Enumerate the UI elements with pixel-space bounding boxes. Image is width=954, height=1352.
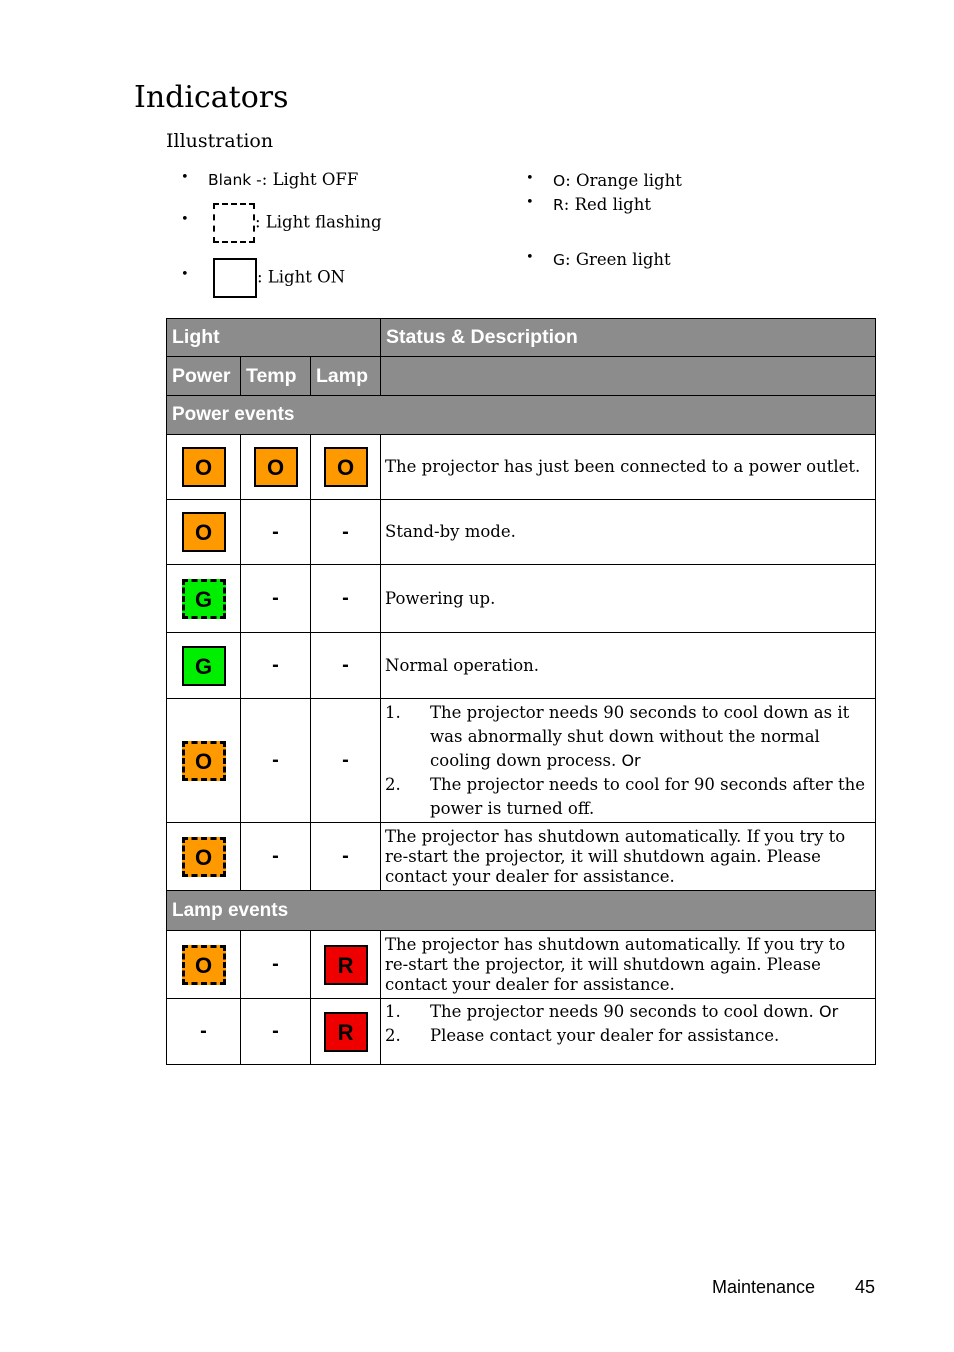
legend-red-desc: : Red light — [563, 195, 651, 214]
legend-blank — [181, 170, 359, 189]
legend-flash-desc: : Light flashing — [255, 212, 382, 232]
item-text: Please contact your dealer for assistance. — [430, 1026, 780, 1045]
bullet-icon: • — [181, 170, 189, 185]
orange-led-icon: O — [182, 447, 226, 487]
legend-on-desc: : Light ON — [257, 267, 346, 287]
list-item — [385, 701, 869, 773]
orange-flashing-led-icon: O — [182, 837, 226, 877]
item-number: 1. — [385, 702, 401, 722]
item-text: The projector needs 90 seconds to cool down. — [430, 1002, 814, 1021]
bullet-icon: • — [526, 250, 534, 265]
col-temp: Temp — [241, 357, 311, 396]
list-item — [385, 773, 869, 821]
col-status-empty — [381, 357, 876, 396]
row-description — [381, 699, 876, 823]
off-dash: - — [200, 1020, 207, 1042]
row-description: Normal operation. — [381, 633, 876, 699]
solid-box-icon — [213, 258, 257, 298]
item-number: 2. — [385, 774, 401, 794]
off-dash: - — [342, 587, 349, 609]
section-power-events: Power events — [167, 396, 876, 435]
table-row — [167, 435, 876, 500]
red-led-icon: R — [324, 1012, 368, 1052]
indicator-table — [166, 318, 876, 1065]
legend-green-desc: : Green light — [565, 250, 671, 269]
legend-orange — [526, 171, 682, 190]
section-subtitle: Illustration — [166, 130, 274, 152]
off-dash: - — [342, 749, 349, 771]
legend-on — [181, 258, 346, 298]
orange-flashing-led-icon: O — [182, 945, 226, 985]
row-description: Powering up. — [381, 565, 876, 633]
table-row — [167, 633, 876, 699]
header-status: Status & Description — [381, 319, 876, 357]
item-number: 2. — [385, 1026, 401, 1045]
orange-led-icon: O — [182, 512, 226, 552]
flashing-box-icon — [213, 203, 255, 243]
green-led-icon: G — [182, 646, 226, 686]
bullet-icon: • — [181, 267, 189, 282]
col-lamp: Lamp — [311, 357, 381, 396]
or-text: Or — [621, 750, 641, 770]
row-description — [381, 999, 876, 1065]
off-dash: - — [342, 520, 349, 543]
red-led-icon: R — [324, 945, 368, 985]
row-description: The projector has shutdown automatically. If you try to re-start the projector, it will shutdown again. Please contact your dealer for assistance. — [381, 931, 876, 999]
orange-led-icon: O — [254, 447, 298, 487]
legend-blank-desc: : Light OFF — [261, 170, 359, 189]
section-lamp-events: Lamp events — [167, 891, 876, 931]
item-text: The projector needs 90 seconds to cool down as it was abnormally shut down without the normal cooling down process. — [430, 702, 850, 770]
item-number: 1. — [385, 1002, 401, 1021]
legend-red-key: R — [553, 196, 564, 214]
table-row — [167, 500, 876, 565]
legend-flash — [181, 203, 382, 243]
table-row — [167, 565, 876, 633]
row-description: The projector has just been connected to a power outlet. — [381, 435, 876, 500]
header-light: Light — [167, 319, 381, 357]
bullet-icon: • — [526, 195, 534, 210]
table-row — [167, 999, 876, 1065]
legend-orange-desc: : Orange light — [565, 171, 682, 190]
off-dash: - — [272, 520, 279, 543]
legend-green-key: G — [553, 251, 566, 269]
legend-orange-key: O — [553, 172, 566, 190]
legend-green — [526, 250, 671, 269]
or-text: Or — [819, 1002, 839, 1021]
table-row — [167, 931, 876, 999]
table-row — [167, 699, 876, 823]
bullet-icon: • — [526, 171, 534, 186]
off-dash: - — [272, 1020, 279, 1042]
bullet-icon: • — [181, 212, 189, 227]
orange-flashing-led-icon: O — [182, 741, 226, 781]
off-dash: - — [272, 749, 279, 771]
off-dash: - — [342, 845, 349, 867]
list-item — [385, 1024, 869, 1048]
table-row — [167, 823, 876, 891]
off-dash: - — [272, 654, 279, 676]
legend-blank-key: Blank - — [208, 171, 262, 189]
row-description: The projector has shutdown automatically. If you try to re-start the projector, it will shutdown again. Please contact your dealer for assistance. — [381, 823, 876, 891]
off-dash: - — [272, 953, 279, 975]
green-flashing-led-icon: G — [182, 579, 226, 619]
off-dash: - — [342, 654, 349, 676]
off-dash: - — [272, 587, 279, 609]
page-title: Indicators — [134, 80, 289, 115]
row-description: Stand-by mode. — [381, 500, 876, 565]
orange-led-icon: O — [324, 447, 368, 487]
off-dash: - — [272, 845, 279, 867]
page-number: 45 — [855, 1277, 876, 1297]
item-text: The projector needs to cool for 90 seconds after the power is turned off. — [430, 774, 865, 818]
footer-section: Maintenance — [712, 1277, 816, 1297]
list-item — [385, 1000, 869, 1024]
col-power: Power — [167, 357, 241, 396]
legend-red — [526, 195, 651, 214]
